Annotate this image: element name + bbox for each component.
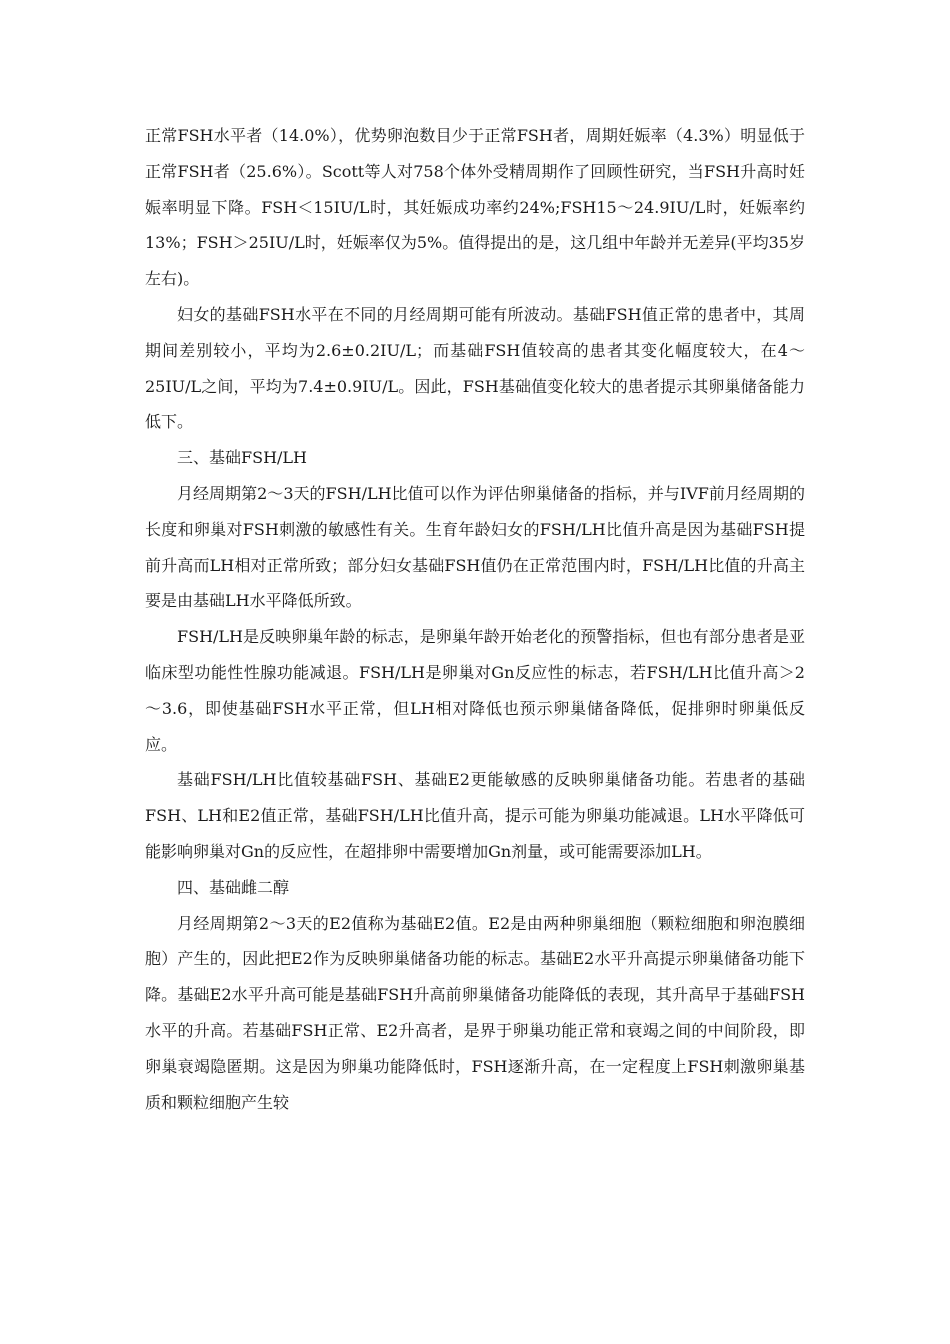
paragraph-fsh-cycle-fluctuation: 妇女的基础FSH水平在不同的月经周期可能有所波动。基础FSH值正常的患者中，其周期间差别较小，平均为2.6±0.2IU/L；而基础FSH值较高的患者其变化幅度较大，在4～25IU/L之间，平均为7.4±0.9IU/L。因此，FSH基础值变化较大的患者提示其卵巢储备能力低下。 [145,304,805,432]
document-page [145,118,805,1120]
paragraph-basal-e2: 月经周期第2～3天的E2值称为基础E2值。E2是由两种卵巢细胞（颗粒细胞和卵泡膜细胞）产生的，因此把E2作为反映卵巢储备功能的标志。基础E2水平升高提示卵巢储备功能下降。基础E2水平升高可能是基础FSH升高前卵巢储备功能降低的表现，其升高早于基础FSH水平的升高。若基础FSH正常、E2升高者，是界于卵巢功能正常和衰竭之间的中间阶段，即卵巢衰竭隐匿期。这是因为卵巢功能降低时，FSH逐渐升高，在一定程度上FSH刺激卵巢基质和颗粒细胞产生较 [145,913,805,1112]
paragraph-fsh-lh-ovarian-age: FSH/LH是反映卵巢年龄的标志，是卵巢年龄开始老化的预警指标，但也有部分患者是亚临床型功能性性腺功能减退。FSH/LH是卵巢对Gn反应性的标志，若FSH/LH比值升高＞2～3.6，即使基础FSH水平正常，但LH相对降低也预示卵巢储备降低，促排卵时卵巢低反应。 [145,627,805,754]
paragraph-fsh-lh-sensitivity: 基础FSH/LH比值较基础FSH、基础E2更能敏感的反映卵巢储备功能。若患者的基础FSH、LH和E2值正常，基础FSH/LH比值升高，提示可能为卵巢功能减退。LH水平降低可能影响卵巢对Gn的反应性，在超排卵中需要增加Gn剂量，或可能需要添加LH。 [145,770,805,861]
paragraph-fsh-pregnancy-rates: 正常FSH水平者（14.0%），优势卵泡数目少于正常FSH者，周期妊娠率（4.3%）明显低于正常FSH者（25.6%）。Scott等人对758个体外受精周期作了回顾性研究，当FSH升高时妊娠率明显下降。FSH＜15IU/L时，其妊娠成功率约24%;FSH15～24.9IU/L时，妊娠率约13%；FSH＞25IU/L时，妊娠率仅为5%。值得提出的是，这几组中年龄并无差异(平均35岁左右)。 [145,126,805,289]
section-heading-basal-estradiol: 四、基础雌二醇 [177,877,290,897]
paragraph-fsh-lh-ratio-indicator: 月经周期第2～3天的FSH/LH比值可以作为评估卵巢储备的指标，并与IVF前月经周期的长度和卵巢对FSH刺激的敏感性有关。生育年龄妇女的FSH/LH比值升高是因为基础FSH提前升高而LH相对正常所致；部分妇女基础FSH值仍在正常范围内时，FSH/LH比值的升高主要是由基础LH水平降低所致。 [145,483,805,611]
section-heading-basal-fsh-lh: 三、基础FSH/LH [177,448,307,468]
